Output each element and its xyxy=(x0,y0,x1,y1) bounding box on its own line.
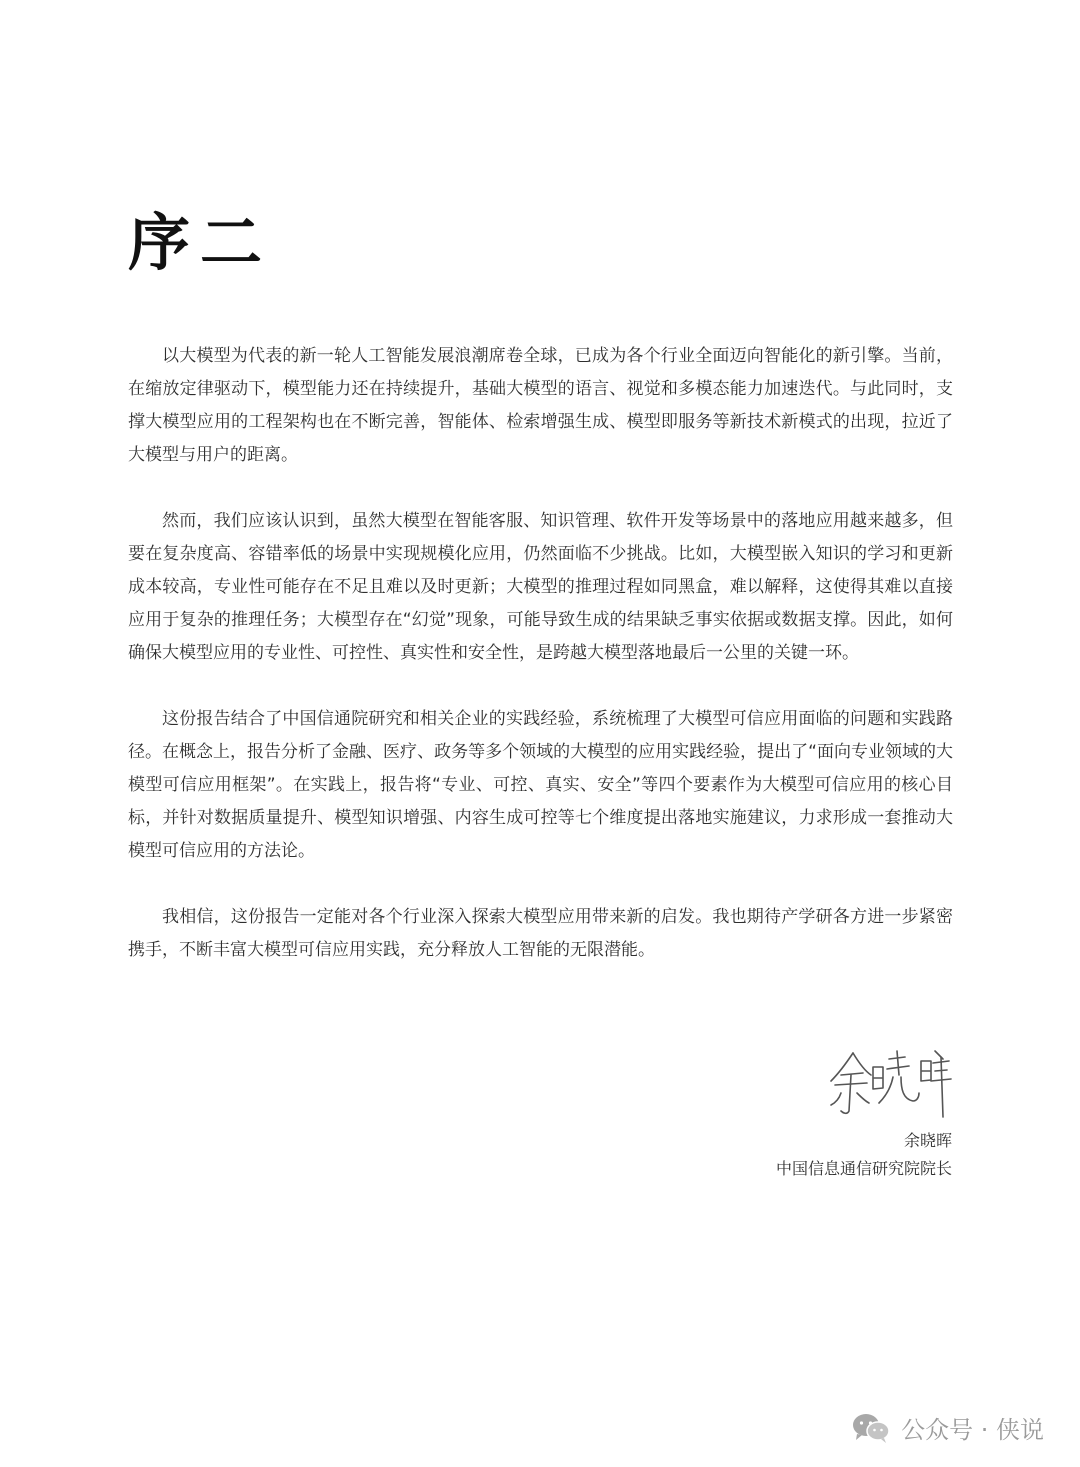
preface-body xyxy=(128,340,953,1000)
watermark xyxy=(851,1410,1044,1445)
author-title: 中国信息通信研究院院长 xyxy=(775,1159,952,1178)
handwritten-signature xyxy=(827,1045,952,1123)
author-name: 余晓晖 xyxy=(903,1131,952,1150)
wechat-icon xyxy=(851,1412,891,1444)
paragraph: 我相信，这份报告一定能对各个行业深入探索大模型应用带来新的启发。我也期待产学研各方进一步紧密携手，不断丰富大模型可信应用实践，充分释放人工智能的无限潜能。 xyxy=(128,907,953,960)
paragraph: 以大模型为代表的新一轮人工智能发展浪潮席卷全球，已成为各个行业全面迈向智能化的新引擎。当前，在缩放定律驱动下，模型能力还在持续提升，基础大模型的语言、视觉和多模态能力加速迭代。与此同时，支撑大模型应用的工程架构也在不断完善，智能体、检索增强生成、模型即服务等新技术新模式的出现，拉近了大模型与用户的距离。 xyxy=(128,346,953,465)
page-title: 序二 xyxy=(128,206,273,279)
paragraph: 这份报告结合了中国信通院研究和相关企业的实践经验，系统梳理了大模型可信应用面临的问题和实践路径。在概念上，报告分析了金融、医疗、政务等多个领域的大模型的应用实践经验，提出了“面向专业领域的大模型可信应用框架”。在实践上，报告将“专业、可控、真实、安全”等四个要素作为大模型可信应用的核心目标，并针对数据质量提升、模型知识增强、内容生成可控等七个维度提出落地实施建议，力求形成一套推动大模型可信应用的方法论。 xyxy=(128,709,953,861)
signature-block xyxy=(776,1045,952,1183)
watermark-text: 公众号 · 侠说 xyxy=(901,1416,1044,1444)
paragraph: 然而，我们应该认识到，虽然大模型在智能客服、知识管理、软件开发等场景中的落地应用越来越多，但要在复杂度高、容错率低的场景中实现规模化应用，仍然面临不少挑战。比如，大模型嵌入知识的学习和更新成本较高，专业性可能存在不足且难以及时更新；大模型的推理过程如同黑盒，难以解释，这使得其难以直接应用于复杂的推理任务；大模型存在“幻觉”现象，可能导致生成的结果缺乏事实依据或数据支撑。因此，如何确保大模型应用的专业性、可控性、真实性和安全性，是跨越大模型落地最后一公里的关键一环。 xyxy=(128,511,953,663)
